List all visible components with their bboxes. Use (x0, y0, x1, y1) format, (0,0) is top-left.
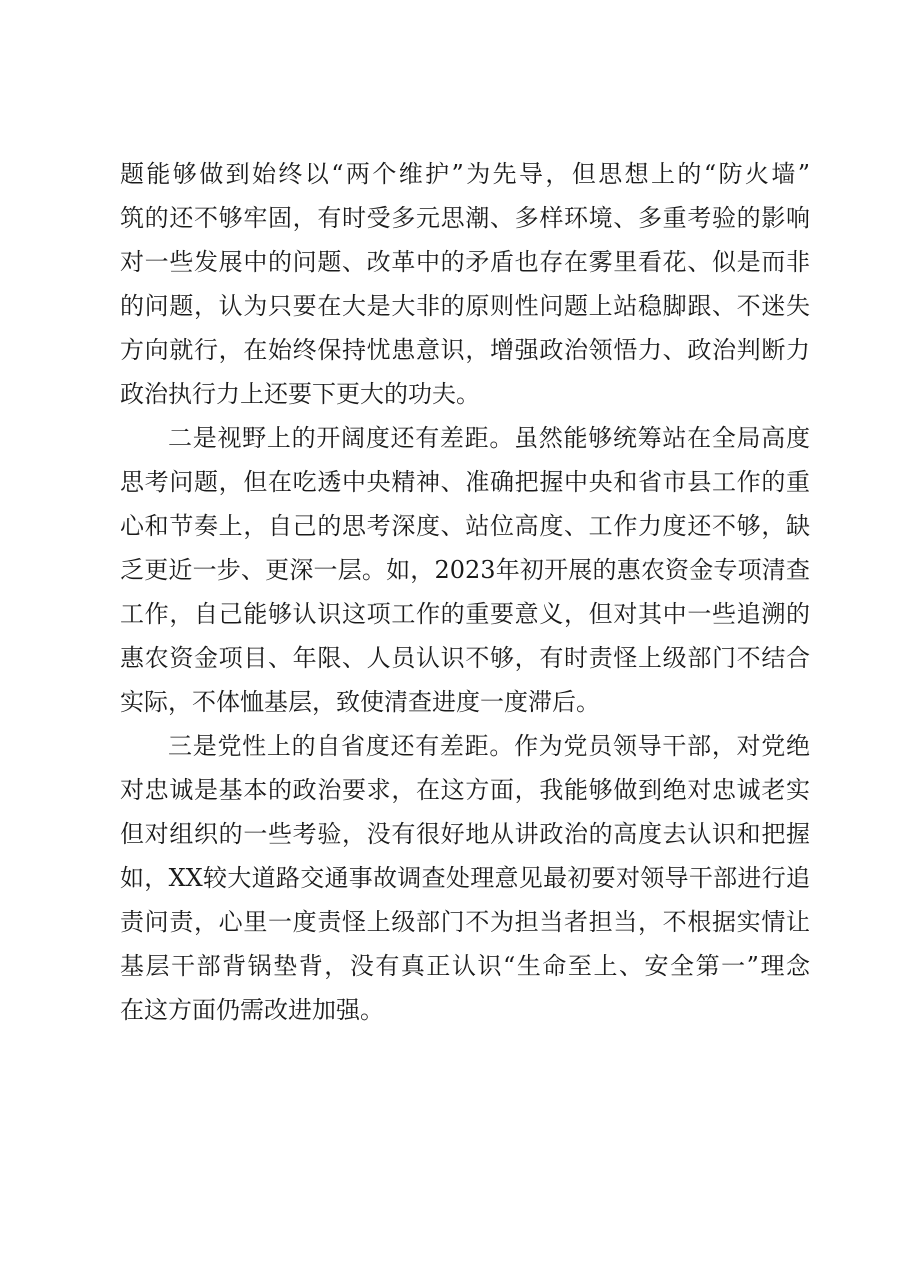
text-line: 方向就行，在始终保持忧患意识，增强政治领悟力、政治判断力 (120, 336, 810, 364)
text-line: 如，XX较大道路交通事故调查处理意见最初要对领导干部进行追 (120, 864, 810, 892)
document-body (120, 152, 810, 1032)
text-line: 基层干部背锅垫背，没有真正认识“生命至上、安全第一”理念 (120, 952, 810, 980)
text-line: 在这方面仍需改进加强。 (120, 996, 384, 1024)
text-line: 工作，自己能够认识这项工作的重要意义，但对其中一些追溯的 (120, 600, 810, 628)
text-line: 责问责，心里一度责怪上级部门不为担当者担当，不根据实情让 (120, 908, 810, 936)
text-line: 惠农资金项目、年限、人员认识不够，有时责怪上级部门不结合 (120, 644, 810, 672)
paragraph-2 (120, 416, 810, 724)
paragraph-3 (120, 724, 810, 1032)
text-line: 心和节奏上，自己的思考深度、站位高度、工作力度还不够，缺 (120, 512, 810, 540)
text-line: 对忠诚是基本的政治要求，在这方面，我能够做到绝对忠诚老实 (120, 776, 810, 804)
text-line: 二是视野上的开阔度还有差距。虽然能够统筹站在全局高度 (168, 424, 810, 452)
text-line: 的问题，认为只要在大是大非的原则性问题上站稳脚跟、不迷失 (120, 292, 810, 320)
text-line: 筑的还不够牢固，有时受多元思潮、多样环境、多重考验的影响 (120, 204, 810, 232)
text-line: 对一些发展中的问题、改革中的矛盾也存在雾里看花、似是而非 (120, 248, 810, 276)
text-line: 乏更近一步、更深一层。如，2023年初开展的惠农资金专项清查 (120, 556, 810, 584)
text-line: 政治执行力上还要下更大的功夫。 (120, 380, 480, 408)
text-line: 实际，不体恤基层，致使清查进度一度滞后。 (120, 688, 600, 716)
text-line: 三是党性上的自省度还有差距。作为党员领导干部，对党绝 (168, 732, 810, 760)
text-line: 思考问题，但在吃透中央精神、准确把握中央和省市县工作的重 (120, 468, 810, 496)
text-line: 题能够做到始终以“两个维护”为先导，但思想上的“防火墙” (120, 160, 810, 188)
paragraph-1 (120, 152, 810, 416)
text-line: 但对组织的一些考验，没有很好地从讲政治的高度去认识和把握 (120, 820, 810, 848)
